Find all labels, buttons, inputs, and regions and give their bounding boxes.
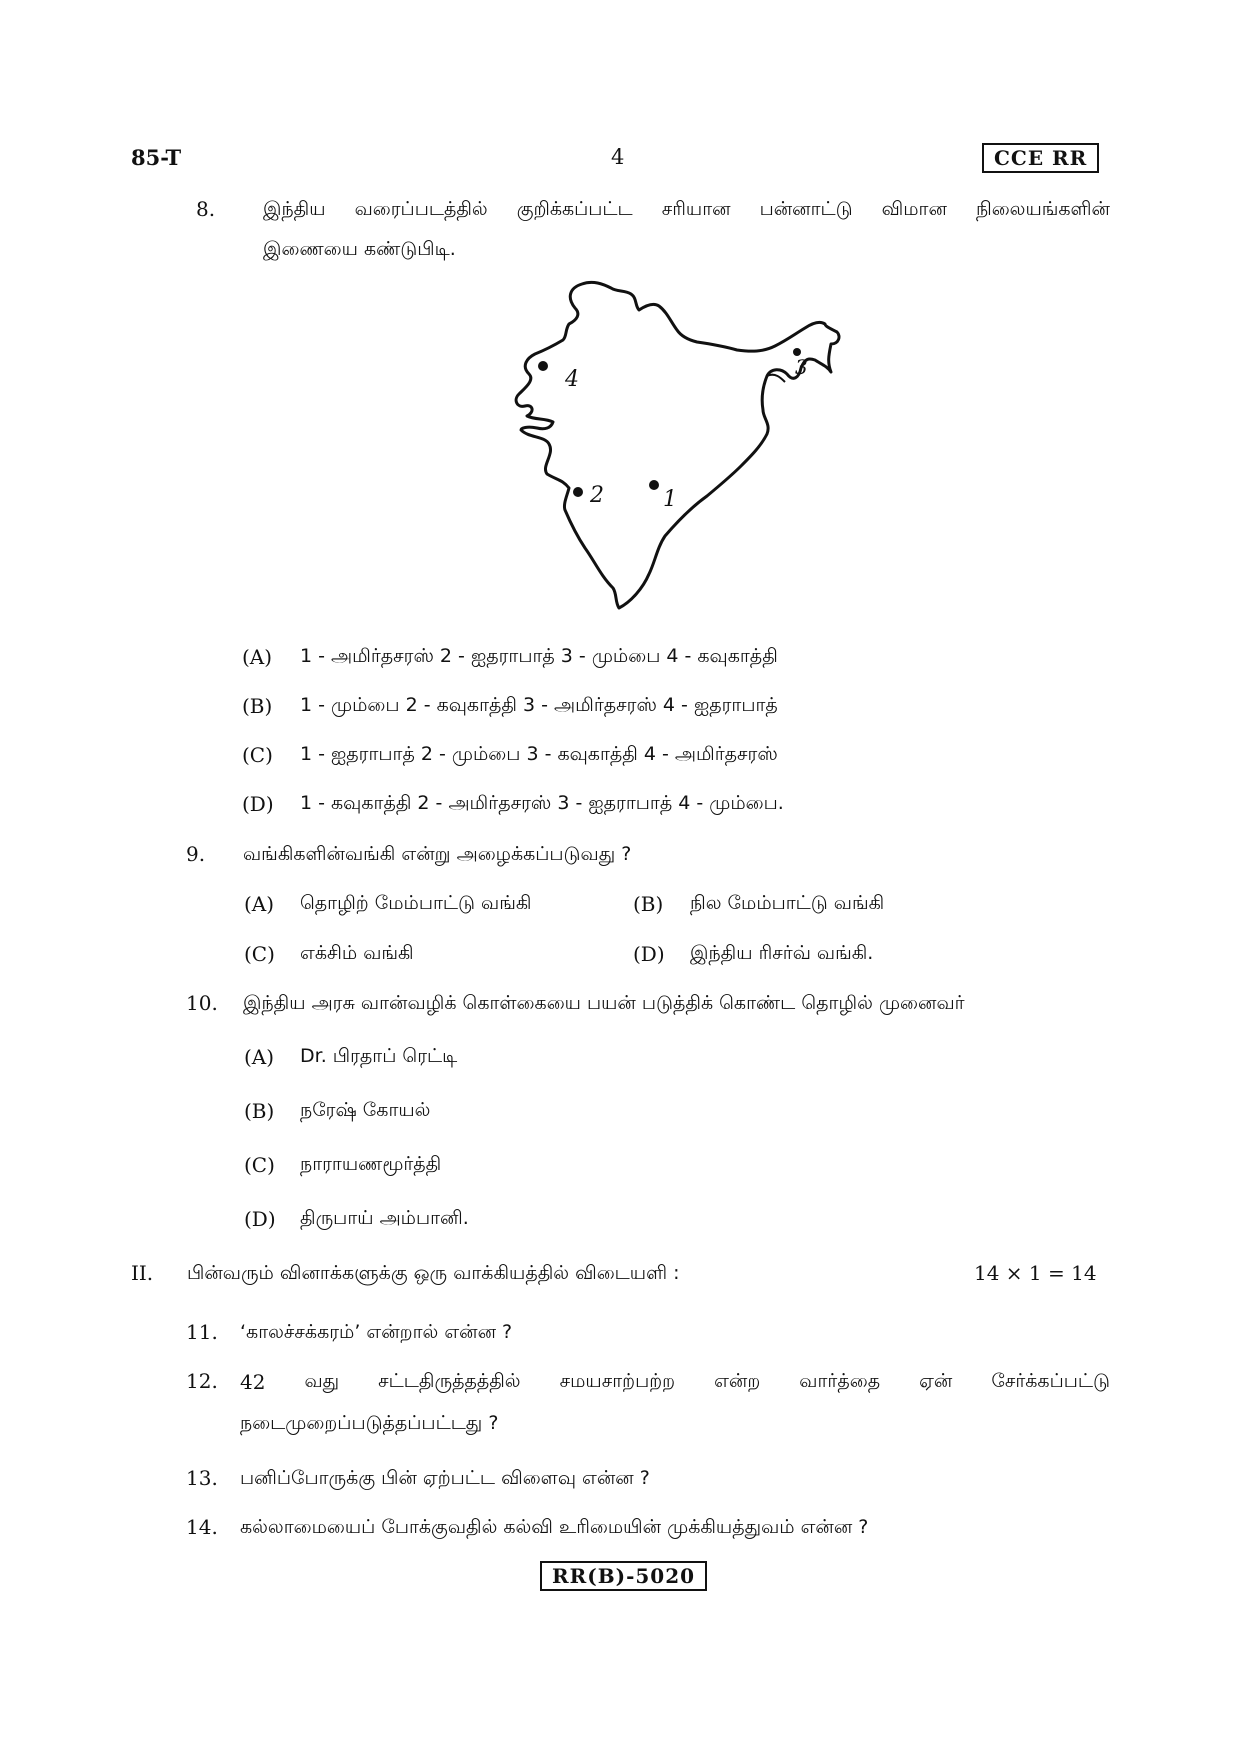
- q8-option-c-text: 1 - ஐதராபாத் 2 - மும்பை 3 - கவுகாத்தி 4 - அமிர்தசரஸ்: [300, 743, 778, 765]
- q9-option-c-letter: (C): [244, 942, 275, 966]
- q9-option-c-text: எக்சிம் வங்கி: [300, 942, 414, 964]
- word: வது: [304, 1370, 340, 1392]
- q9-option-d-text: இந்திய ரிசர்வ் வங்கி.: [690, 942, 874, 964]
- question-8-line1: [263, 198, 1110, 223]
- word: சமயசாற்பற்ற: [559, 1370, 676, 1392]
- page-number: 4: [611, 145, 625, 169]
- question-14-number: 14.: [186, 1515, 218, 1539]
- word: சரியான: [661, 198, 731, 220]
- question-13-number: 13.: [186, 1466, 218, 1490]
- q10-option-b-letter: (B): [244, 1099, 275, 1123]
- q8-option-d-letter: (D): [242, 792, 274, 816]
- question-9-number: 9.: [186, 842, 206, 866]
- question-8-number: 8.: [196, 197, 216, 221]
- question-11-number: 11.: [186, 1320, 218, 1344]
- map-label-1: 1: [663, 487, 677, 512]
- subject-code-box: CCE RR: [982, 143, 1099, 173]
- q10-option-b-text: நரேஷ் கோயல்: [300, 1099, 431, 1121]
- question-14-text: கல்லாமையைப் போக்குவதில் கல்வி உரிமையின் முக்கியத்துவம் என்ன ?: [240, 1516, 869, 1538]
- question-11-text: ‘காலச்சக்கரம்’ என்றால் என்ன ?: [240, 1321, 513, 1343]
- word: விமான: [881, 198, 947, 220]
- word: நிலையங்களின்: [975, 198, 1110, 220]
- word: ஏன்: [919, 1370, 953, 1392]
- map-dot-4: [538, 361, 548, 371]
- question-10-number: 10.: [186, 991, 218, 1015]
- section-2-roman: II.: [131, 1261, 154, 1285]
- map-label-4: 4: [565, 367, 579, 392]
- question-13-text: பனிப்போருக்கு பின் ஏற்பட்ட விளைவு என்ன ?: [240, 1467, 650, 1489]
- q8-option-c-letter: (C): [242, 743, 273, 767]
- word: என்ற: [714, 1370, 761, 1392]
- q8-option-a-letter: (A): [242, 645, 273, 669]
- q9-option-a-letter: (A): [244, 892, 275, 916]
- section-2-instruction: பின்வரும் வினாக்களுக்கு ஒரு வாக்கியத்தில் விடையளி :: [187, 1262, 680, 1284]
- word: இந்திய: [263, 198, 326, 220]
- question-10-text: இந்திய அரசு வான்வழிக் கொள்கையை பயன் படுத்திக் கொண்ட தொழில் முனைவர்: [243, 992, 965, 1014]
- word: வரைப்படத்தில்: [354, 198, 488, 220]
- q8-option-b-letter: (B): [242, 694, 273, 718]
- word: வார்த்தை: [799, 1370, 881, 1392]
- q10-option-a-letter: (A): [244, 1045, 275, 1069]
- word: சேர்க்கப்பட்டு: [991, 1370, 1110, 1392]
- question-8-line2: இணையை கண்டுபிடி.: [263, 238, 456, 260]
- map-label-3: 3: [795, 355, 808, 379]
- q9-option-b-letter: (B): [633, 892, 664, 916]
- paper-code: 85-T: [131, 145, 182, 170]
- word: குறிக்கப்பட்ட: [516, 198, 633, 220]
- q10-option-d-letter: (D): [244, 1207, 276, 1231]
- q9-option-b-text: நில மேம்பாட்டு வங்கி: [690, 892, 885, 914]
- q9-option-d-letter: (D): [633, 942, 665, 966]
- map-label-2: 2: [590, 483, 604, 508]
- question-12-line1: [240, 1370, 1110, 1395]
- india-outline: [516, 282, 839, 608]
- word: 42: [240, 1370, 266, 1394]
- map-dot-1: [649, 480, 659, 490]
- question-9-text: வங்கிகளின்வங்கி என்று அழைக்கப்படுவது ?: [243, 843, 632, 865]
- footer-code-box: RR(B)-5020: [540, 1561, 707, 1591]
- q8-option-b-text: 1 - மும்பை 2 - கவுகாத்தி 3 - அமிர்தசரஸ் 4 - ஐதராபாத்: [300, 694, 778, 716]
- section-2-marks: 14 × 1 = 14: [974, 1261, 1097, 1285]
- q10-option-a-text: Dr. பிரதாப் ரெட்டி: [300, 1045, 458, 1067]
- india-map: [505, 270, 845, 615]
- q8-option-a-text: 1 - அமிர்தசரஸ் 2 - ஐதராபாத் 3 - மும்பை 4 - கவுகாத்தி: [300, 645, 778, 667]
- question-12-number: 12.: [186, 1369, 218, 1393]
- word: சட்டதிருத்தத்தில்: [378, 1370, 521, 1392]
- map-dot-2: [573, 487, 583, 497]
- q9-option-a-text: தொழிற் மேம்பாட்டு வங்கி: [300, 892, 532, 914]
- q10-option-c-letter: (C): [244, 1153, 275, 1177]
- q10-option-c-text: நாராயணமூர்த்தி: [300, 1153, 442, 1175]
- q10-option-d-text: திருபாய் அம்பானி.: [300, 1207, 469, 1229]
- word: பன்னாட்டு: [759, 198, 853, 220]
- q8-option-d-text: 1 - கவுகாத்தி 2 - அமிர்தசரஸ் 3 - ஐதராபாத் 4 - மும்பை.: [300, 792, 784, 814]
- question-12-line2: நடைமுறைப்படுத்தப்பட்டது ?: [240, 1412, 499, 1434]
- map-inner-stroke: [767, 375, 785, 382]
